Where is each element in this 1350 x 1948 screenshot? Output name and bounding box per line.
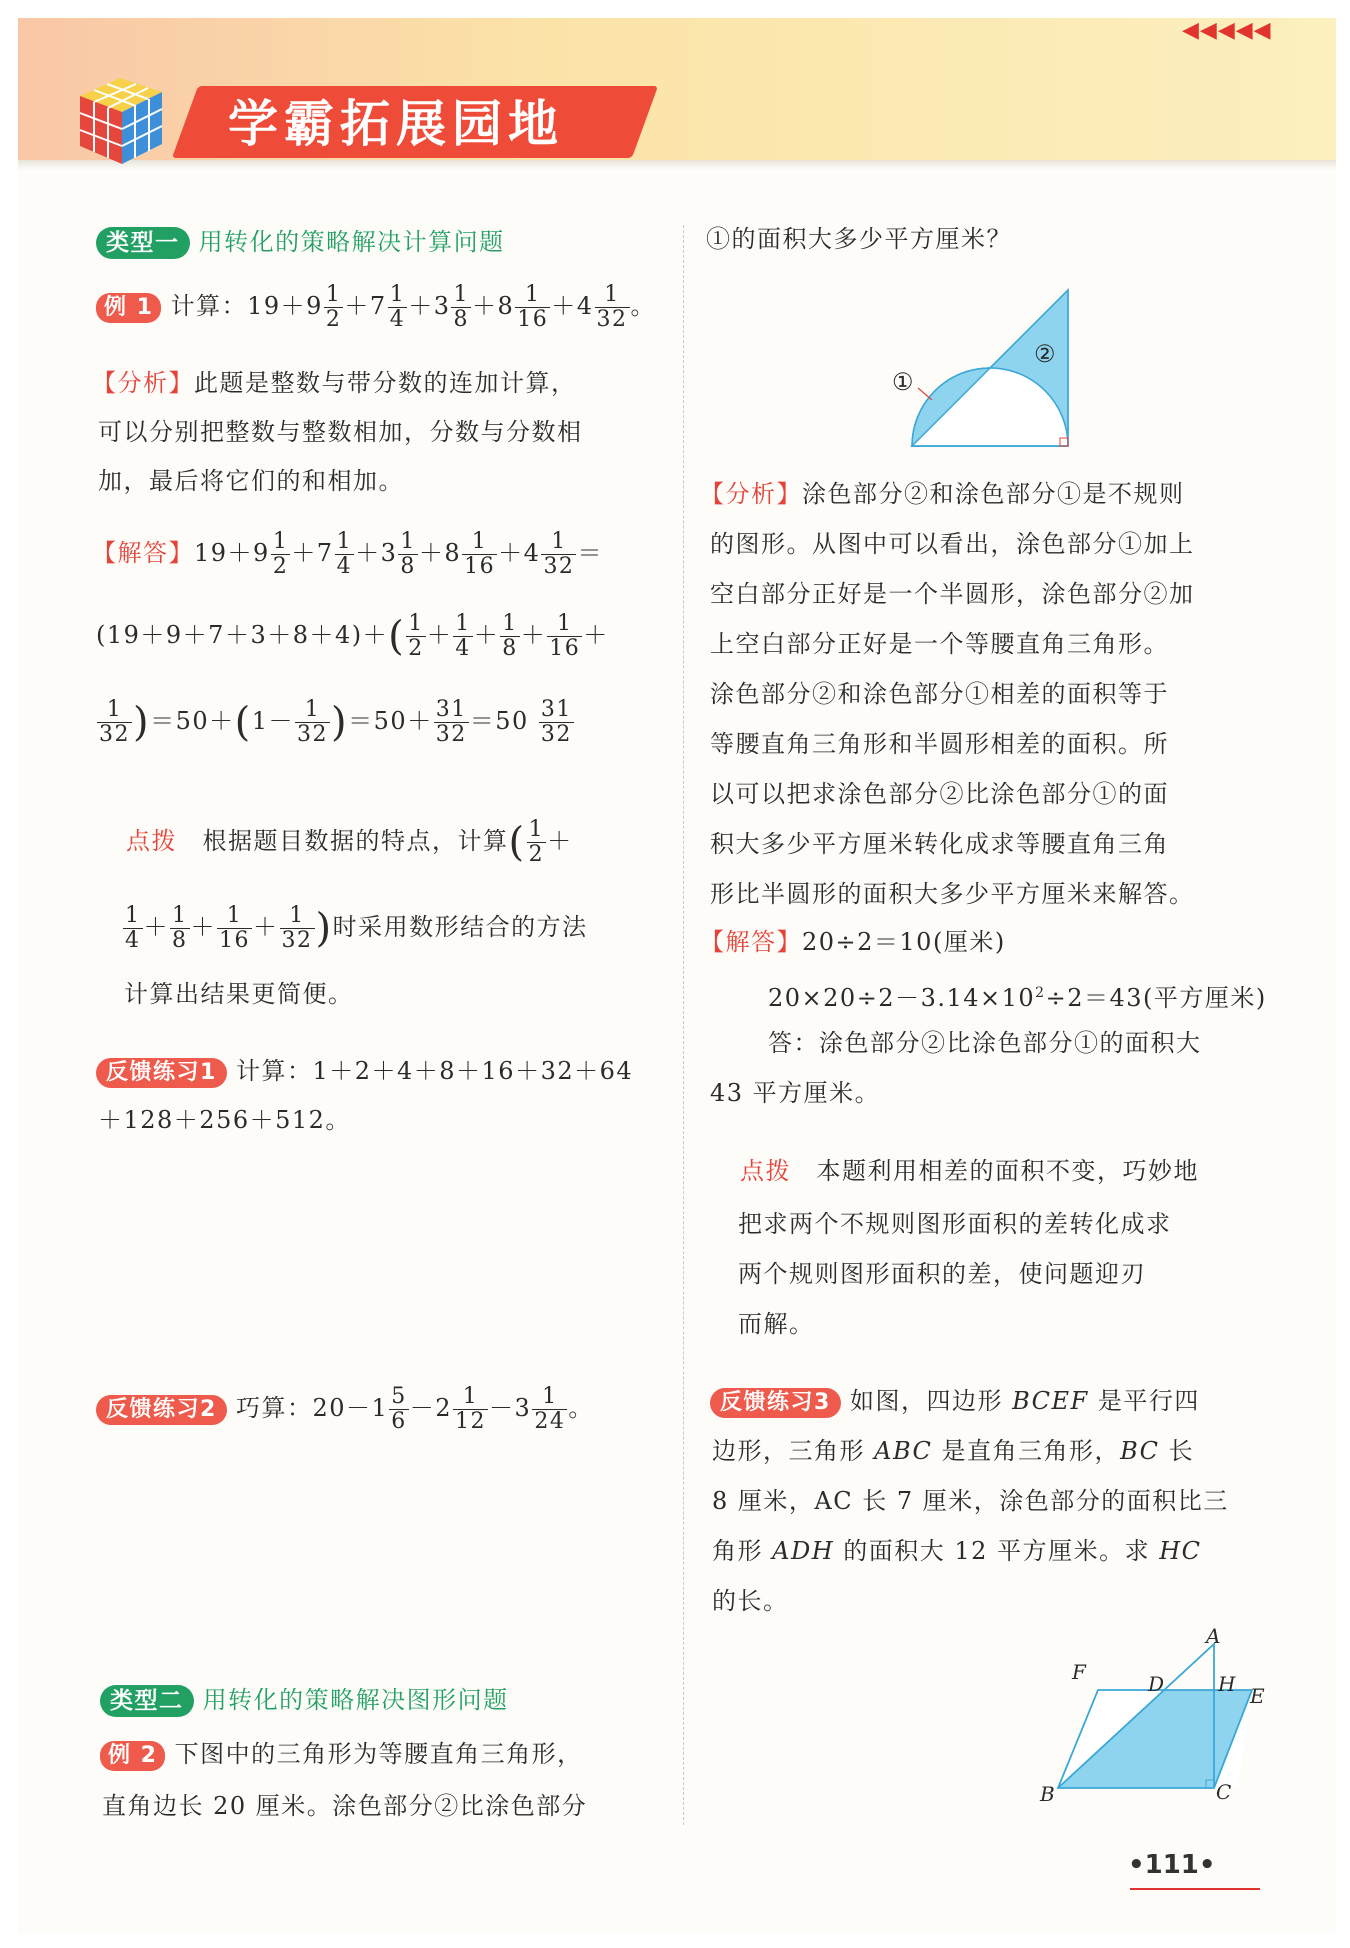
point-F: F	[1072, 1660, 1088, 1684]
page-number-underline	[1130, 1888, 1260, 1890]
fb1-badge: 反馈练习1	[96, 1058, 227, 1088]
fb3-line3: 8 厘米，AC 长 7 厘米，涂色部分的面积比三	[712, 1487, 1229, 1515]
point-E: E	[1250, 1684, 1267, 1708]
type2-heading	[100, 1684, 509, 1717]
ex2-analysis-line1: 【分析】涂色部分②和涂色部分①是不规则	[700, 480, 1185, 508]
ex1-hint-line2: $\frac{1}{4}$ ＋ $\frac{1}{8}$ ＋ $\frac{1}{16}$ ＋ $\frac{1}{32}$ )时采用数形结合的方法	[125, 903, 588, 953]
ex2-answer-line4: 43 平方厘米。	[710, 1079, 881, 1107]
fraction: $\frac{1}{16}$	[517, 282, 549, 332]
ex1-analysis-line2: 可以分别把整数与整数相加，分数与分数相	[98, 418, 583, 446]
fb3-line5: 的长。	[712, 1587, 789, 1615]
page-number: •111•	[1128, 1850, 1216, 1880]
type2-badge: 类型二	[100, 1685, 194, 1717]
type1-heading	[96, 226, 505, 259]
ex2-hint-line2: 把求两个不规则图形面积的差转化成求	[738, 1210, 1172, 1238]
ex1-analysis-line3: 加，最后将它们的和相加。	[98, 467, 404, 495]
ex1-answer-line1: 【解答】19＋9 $\frac{1}{2}$ ＋7 $\frac{1}{4}$ ＋3 $\frac{1}{8}$ ＋8 $\frac{1}{16}$ ＋4 $\frac{1}{32}$ ＝	[92, 529, 603, 579]
analysis-label: 【分析】	[92, 369, 194, 397]
fb3-line4: 角形 ADH 的面积大 12 平方厘米。求 HC	[712, 1537, 1202, 1565]
ex2-analysis-line5: 涂色部分②和涂色部分①相差的面积等于	[710, 680, 1169, 708]
ex2-line1: 例 2 下图中的三角形为等腰直角三角形，	[100, 1738, 583, 1771]
fb1-line2: ＋128＋256＋512。	[98, 1106, 351, 1134]
ex2-hint-line1: 点拨 本题利用相差的面积不变，巧妙地	[740, 1157, 1199, 1185]
ex2-analysis-line7: 以可以把求涂色部分②比涂色部分①的面	[710, 780, 1169, 808]
fig-label-2: ②	[1034, 340, 1058, 368]
header-title: 学霸拓展园地	[228, 95, 564, 153]
ex2-analysis-line2: 的图形。从图中可以看出，涂色部分①加上	[710, 530, 1195, 558]
answer-label: 【解答】	[700, 928, 802, 956]
ex1-hint-line1: 点拨 根据题目数据的特点，计算( $\frac{1}{2}$ ＋	[126, 817, 573, 867]
hint-label: 点拨	[126, 827, 177, 855]
ex2-answer-line1: 【解答】20÷2＝10(厘米)	[700, 928, 1006, 956]
fb1-line1: 反馈练习1 计算：1＋2＋4＋8＋16＋32＋64	[96, 1055, 633, 1088]
ex2-answer-line3: 答：涂色部分②比涂色部分①的面积大	[768, 1029, 1202, 1057]
fig-label-1: ①	[892, 368, 916, 396]
ex1-badge: 例 1	[96, 293, 161, 323]
ex2-analysis-line9: 形比半圆形的面积大多少平方厘米来解答。	[710, 880, 1195, 908]
fraction: $\frac{1}{32}$	[596, 282, 628, 332]
header-shadow	[18, 160, 1336, 170]
fb3-line1: 反馈练习3 如图，四边形 BCEF 是平行四	[710, 1385, 1200, 1418]
type1-title: 用转化的策略解决计算问题	[198, 228, 505, 256]
analysis-label: 【分析】	[700, 480, 802, 508]
rubik-cube-icon	[70, 68, 180, 168]
ex2-analysis-line6: 等腰直角三角形和半圆形相差的面积。所	[710, 730, 1169, 758]
hint-label: 点拨	[740, 1157, 791, 1185]
point-A: A	[1206, 1624, 1222, 1648]
ex2-line2: 直角边长 20 厘米。涂色部分②比涂色部分	[102, 1792, 588, 1820]
ex1-text-c: ＋3	[408, 292, 451, 320]
ex2-line3: ①的面积大多少平方厘米？	[706, 225, 1012, 253]
fb2-line: 反馈练习2 巧算：20－1 $\frac{5}{6}$ －2 $\frac{1}{12}$ －3 $\frac{1}{24}$ 。	[96, 1385, 594, 1434]
header-arrows-icon: ◀◀◀◀◀	[1182, 18, 1272, 43]
fraction: $\frac{1}{8}$	[453, 282, 469, 332]
point-B: B	[1040, 1782, 1057, 1806]
point-H: H	[1218, 1672, 1237, 1696]
ex1-question: 例 1 计算：19＋9 $\frac{1}{2}$ ＋7 $\frac{1}{4}$ ＋3 $\frac{1}{8}$ ＋8 $\frac{1}{16}$ ＋4 $\frac{1}{32}$ 。	[96, 283, 656, 332]
ex1-text-b: ＋7	[344, 292, 387, 320]
fb3-badge: 反馈练习3	[710, 1388, 841, 1418]
ex1-text-e: ＋4	[551, 292, 594, 320]
column-divider	[683, 225, 684, 1825]
ex1-answer-line2: (19＋9＋7＋3＋8＋4)＋( $\frac{1}{2}$ ＋ $\frac{1}{4}$ ＋ $\frac{1}{8}$ ＋ $\frac{1}{16}$ ＋	[96, 611, 609, 661]
ex2-hint-line3: 两个规则图形面积的差，使问题迎刃	[738, 1260, 1146, 1288]
ex1-text-a: 计算：19＋9	[170, 292, 323, 320]
type2-title: 用转化的策略解决图形问题	[202, 1686, 509, 1714]
ex2-analysis-line4: 上空白部分正好是一个等腰直角三角形。	[710, 630, 1169, 658]
fraction: $\frac{1}{2}$	[325, 282, 342, 332]
ex2-hint-line4: 而解。	[738, 1310, 815, 1338]
ex2-analysis-line3: 空白部分正好是一个半圆形，涂色部分②加	[710, 580, 1195, 608]
point-D: D	[1148, 1672, 1166, 1696]
ex2-answer-line2: $20\times 20\div 2-3.14\times 10^2\div 2=43$(平方厘米)	[768, 984, 1267, 1012]
point-C: C	[1216, 1780, 1233, 1804]
fb2-badge: 反馈练习2	[96, 1395, 227, 1425]
type1-badge: 类型一	[96, 227, 190, 259]
ex2-badge: 例 2	[100, 1741, 165, 1771]
ex1-answer-line3: $\frac{1}{32}$ )＝50＋(1－ $\frac{1}{32}$ )＝50＋ $\frac{31}{32}$ ＝50 $\frac{31}{32}$	[99, 697, 572, 747]
ex1-text-d: ＋8	[471, 292, 515, 320]
ex1-analysis-line1: 【分析】此题是整数与带分数的连加计算，	[92, 369, 577, 397]
ex1-hint-line3: 计算出结果更简便。	[124, 980, 354, 1008]
answer-label: 【解答】	[92, 539, 194, 567]
fraction: $\frac{1}{4}$	[389, 282, 406, 332]
fb3-line2: 边形，三角形 ABC 是直角三角形，BC 长	[712, 1437, 1195, 1465]
ex2-analysis-line8: 积大多少平方厘米转化成求等腰直角三角	[710, 830, 1169, 858]
